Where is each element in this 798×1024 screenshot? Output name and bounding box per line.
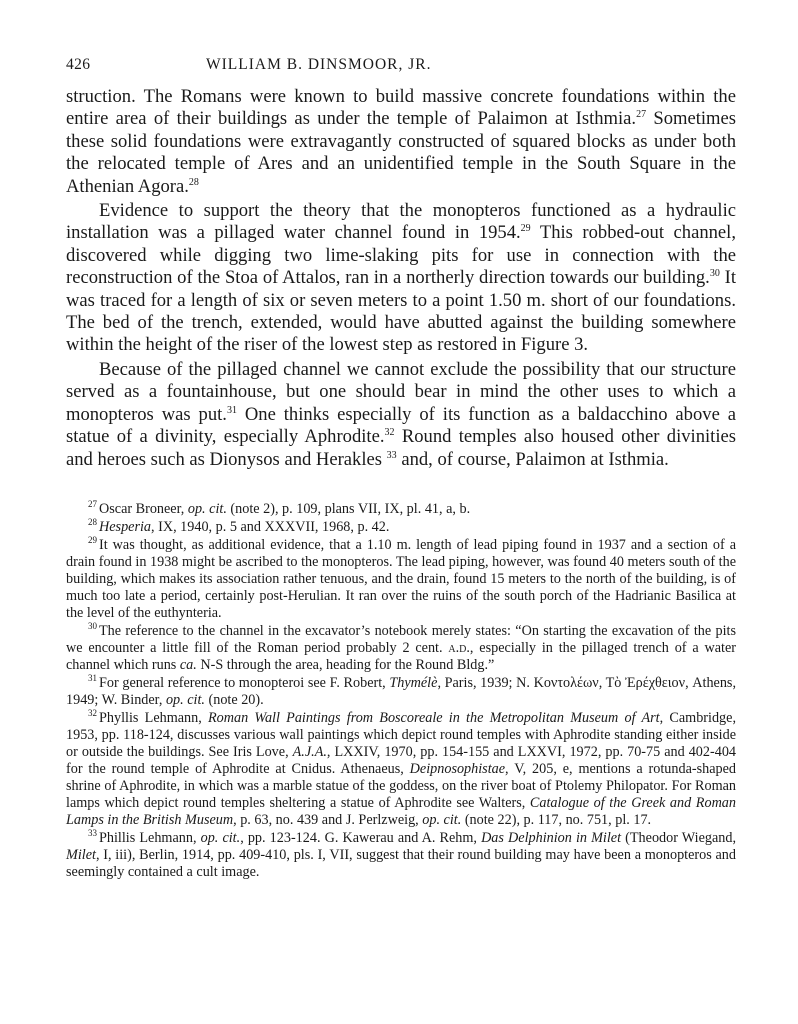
paragraph-text: It was traced for a length of six or seven meters to a point 1.50 m. short of our foundations. The bed of the trench, extended, would have abutted against the building somewhere within the height of the riser of the lowest step as restored in Figure 3. [66,267,737,356]
footnote-text: A.J.A. [292,743,327,760]
footnote-text: Oscar Broneer, [99,500,188,517]
paragraph-text: struction. The Romans were known to build massive concrete foundations within the entire area of their buildings as under the temple of Palaimon at Isthmia. [66,86,736,130]
paragraph-text: This robbed-out channel, discovered while digging two lime-slaking pits for use in connection with the reconstruction of the Stoa of Attalos, ran in a northerly direction towards our building. [66,222,736,289]
footnote-28 [66,519,736,536]
paragraph-text: Because of the pillaged channel we cannot exclude the possibility that our structure served as a fountainhouse, but one should bear in mind the other uses to which a monopteros was put. [66,358,736,425]
footnote-text: It was thought, as additional evidence, that a 1.10 m. length of lead piping found in 1937 and a section of a drain found in 1938 might be ascribed to the monopteros. The lead piping, however, was found 40 meters south of the building, which makes its association rather tenuous, and the drain, found 15 meters to the north of the building, is of much too late a period, certainly post-Herulian. It ran over the ruins of the south porch of the Hadrianic Basilica at the level of the euthynteria. [66,536,736,621]
footnote-text: Catalogue of the Greek and Roman Lamps in the British Museum [66,794,736,828]
footnote-text: , p. 63, no. 439 and J. Perlzweig, [233,811,423,828]
paragraph-text: Evidence to support the theory that the monopteros functioned as a hydraulic installation was a pillaged water channel found in 1954. [66,200,736,244]
footnote-text: (Theodor Wiegand, [621,829,736,846]
footnote-29 [66,537,736,622]
footnote-text: , I, iii), Berlin, 1914, pp. 409-410, pls. I, VII, suggest that their round building may have been a monopteros and seemingly contained a cult image. [66,846,736,880]
footnote-text: (note 2), p. 109, plans VII, IX, pl. 41, a, b. [226,500,471,517]
footnote-number: 27 [88,499,97,510]
footnote-32 [66,710,736,829]
note-ref-28: 28 [188,176,199,188]
page-header [66,56,736,86]
paragraph-text: One thinks especially of its function as a baldacchino above a statue of a divinity, especially Aphrodite. [66,403,736,448]
footnote-number: 30 [88,621,97,632]
paragraph-3 [66,359,736,471]
note-ref-27: 27 [636,109,647,121]
footnote-text: (note 22), p. 117, no. 751, pl. 17. [461,811,652,828]
footnote-text: Phillis Lehmann, [99,829,201,846]
note-ref-29: 29 [520,223,531,235]
footnote-text: The reference to the channel in the excavator’s notebook merely states: “On starting the excavation of the pits we encounter a little fill of the Roman period probably 2 cent. [66,622,736,656]
footnote-30 [66,623,736,674]
footnote-text: N-S through the area, heading for the Round Bldg.” [196,656,495,673]
footnote-text: , V, 205, e, mentions a rotunda-shaped shrine of Aphrodite, in which was a marble statue of the goddess, on the river boat of Ptolemy Philopator. For Roman lamps which depict round temples sheltering a statue of Aphrodite see Walters, [66,760,737,811]
footnote-text: For general reference to monopteroi see F. Robert, [99,674,390,691]
footnote-text: , LXXIV, 1970, pp. 154-155 and LXXVI, 1972, pp. 70-75 and 402-404 for the round temple of Aphrodite at Cnidus. Athenaeus, [66,743,737,777]
footnote-text: Phyllis Lehmann, [99,709,209,726]
footnote-text: (note 20). [204,691,264,708]
note-ref-33: 33 [386,449,397,461]
footnote-33 [66,830,736,881]
footnote-number: 32 [88,708,97,719]
footnote-number: 33 [88,828,97,839]
footnote-text: op. cit. [187,500,227,517]
footnote-31 [66,675,736,709]
footnote-text: ca. [179,656,197,673]
footnotes [66,501,736,881]
footnote-text: op. cit. [422,811,462,828]
note-ref-31: 31 [226,404,237,416]
page [66,56,736,882]
paragraph-2 [66,200,736,357]
footnote-text: Thymélè [389,674,438,691]
paragraph-text: Round temples also housed other divinities and heroes such as Dionysos and Herakles [66,426,737,470]
footnote-number: 29 [88,535,97,546]
paragraph-1 [66,86,736,198]
footnote-number: 28 [88,517,97,528]
footnote-text: Roman Wall Paintings from Boscoreale in the Metropolitan Museum of Art [208,709,660,726]
footnote-text: Das Delphinion in Milet [481,829,622,846]
footnote-text: Hesperia [99,518,152,535]
footnote-text: a.d. [448,639,470,656]
note-ref-32: 32 [384,426,395,438]
footnote-text: op. cit. [200,829,241,846]
footnote-text: , Cambridge, 1953, pp. 118-124, discusses various wall paintings which depict round temples with Aphrodite standing either inside or outside the buildings. See Iris Love, [66,709,736,760]
footnote-27 [66,501,736,518]
footnote-text: op. cit. [165,691,205,708]
footnote-text: Deipnosophistae [409,760,506,777]
page-number: 426 [66,56,91,73]
footnote-text: Milet [66,846,96,863]
footnote-text: , Paris, 1939; N. Κοντολέων, Τὸ Ἐρέχθειον, Athens, 1949; W. Binder, [66,674,736,708]
running-head: WILLIAM B. DINSMOOR, JR. [206,56,432,73]
paragraph-text: Sometimes these solid foundations were extravagantly constructed of squared blocks as under both the relocated temple of Ares and an unidentified temple in the South Square in the Athenian Agora. [66,108,736,197]
footnote-text: , pp. 123-124. G. Kawerau and A. Rehm, [240,829,482,846]
paragraph-text: and, of course, Palaimon at Isthmia. [396,448,669,470]
footnote-text: , especially in the pillaged trench of a water channel which runs [66,639,736,673]
note-ref-30: 30 [709,268,720,280]
footnote-number: 31 [88,673,97,684]
footnote-text: , IX, 1940, p. 5 and XXXVII, 1968, p. 42. [151,518,390,535]
body-text [66,86,736,471]
